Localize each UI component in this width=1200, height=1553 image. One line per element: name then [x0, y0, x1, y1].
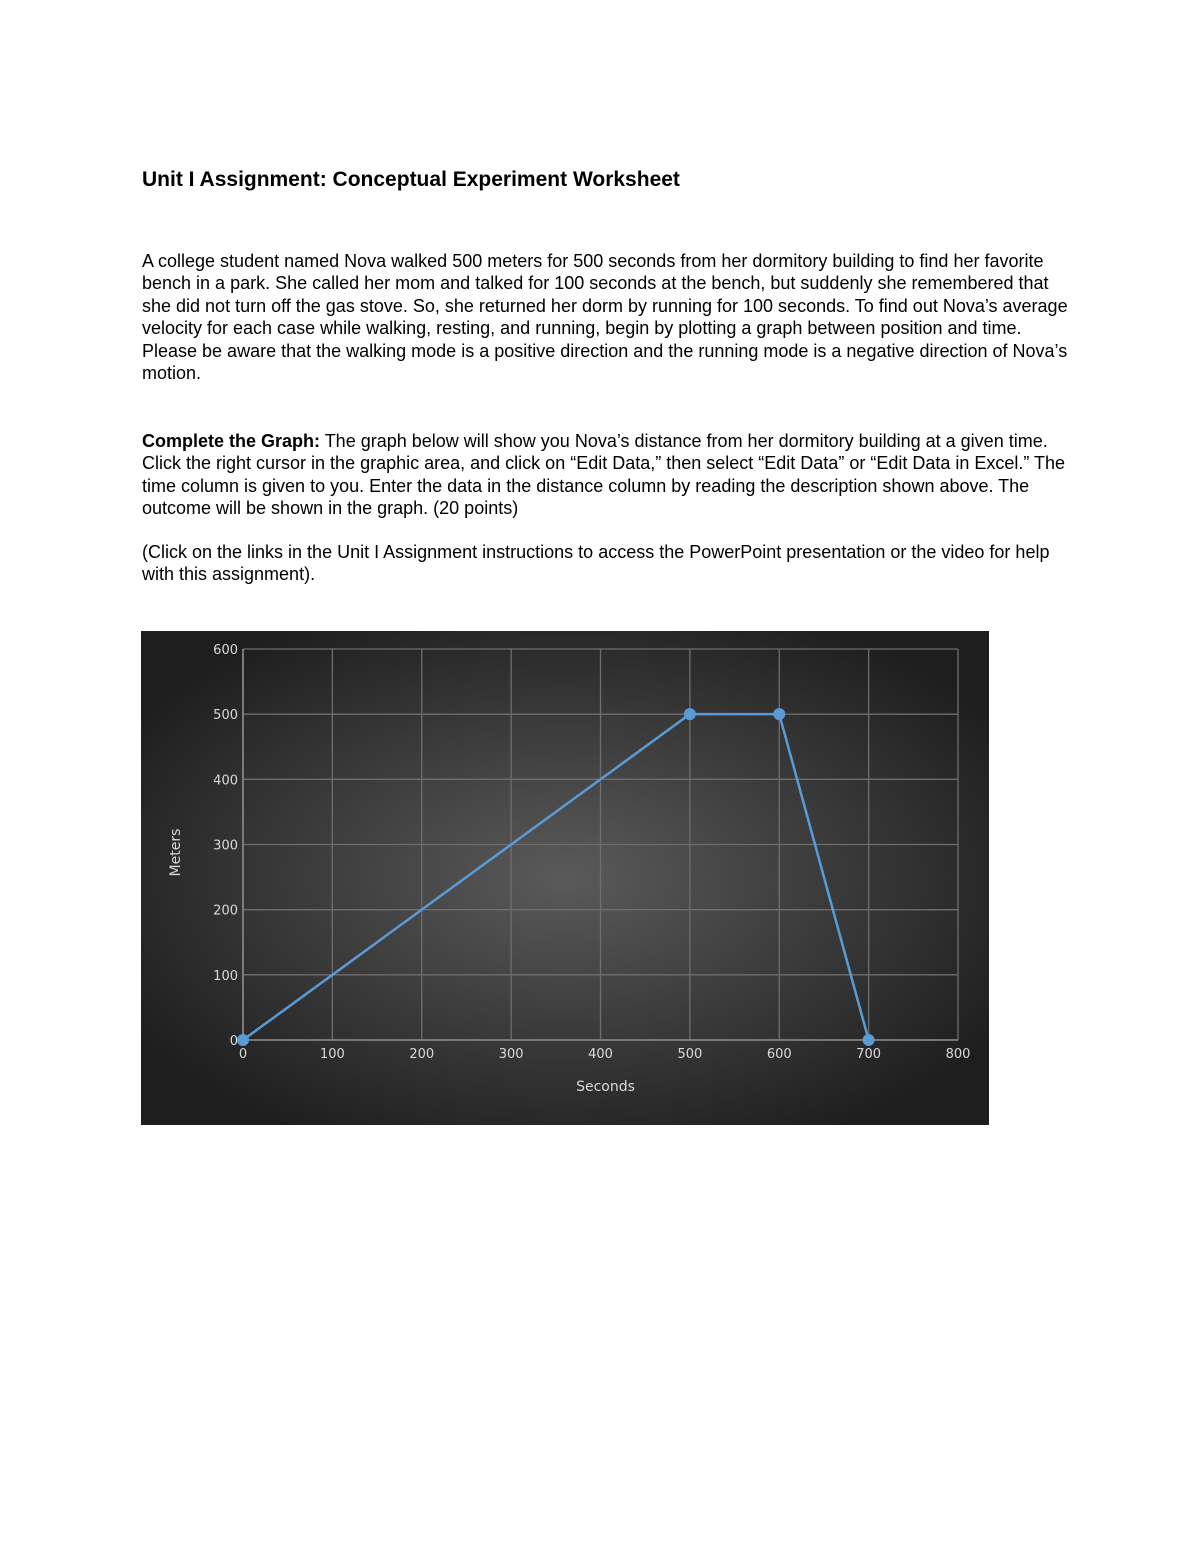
y-tick-label: 500	[213, 708, 238, 724]
x-tick-label: 300	[498, 1047, 524, 1062]
position-time-chart[interactable]	[141, 631, 989, 1125]
data-point[interactable]	[863, 1034, 875, 1046]
intro-paragraph	[142, 250, 1072, 384]
y-tick-label: 400	[213, 773, 238, 789]
y-tick-label: 100	[213, 968, 238, 984]
x-tick-label: 0	[238, 1047, 248, 1062]
help-text: (Click on the links in the Unit I Assignment instructions to access the PowerPoint presentation or the video for help with this assignment).	[142, 542, 1050, 585]
data-point[interactable]	[237, 1034, 249, 1046]
x-tick-label: 800	[945, 1047, 971, 1062]
instructions-text: The graph below will show you Nova’s distance from her dormitory building at a given time. Click the right cursor in the graphic area, and click on “Edit Data,” then select “Edit Data” or “Edit Data in Excel.” The time column is given to you. Enter the data in the distance column by reading the description shown above. The outcome will be shown in the graph. (20 points)	[142, 431, 1066, 519]
y-axis-title: Meters	[168, 828, 184, 877]
data-point[interactable]	[684, 708, 696, 720]
document-title: Unit I Assignment: Conceptual Experiment Worksheet	[142, 168, 680, 191]
instructions-block	[142, 430, 1072, 520]
y-tick-label: 600	[213, 643, 238, 658]
x-tick-label: 100	[319, 1047, 345, 1062]
chart-svg	[141, 631, 989, 1125]
instructions-heading: Complete the Graph:	[142, 431, 321, 451]
x-tick-label: 700	[856, 1047, 882, 1062]
x-axis-title: Seconds	[576, 1079, 635, 1095]
x-tick-label: 400	[588, 1047, 613, 1062]
y-tick-label: 200	[213, 903, 238, 919]
x-tick-label: 200	[409, 1047, 435, 1062]
data-point[interactable]	[773, 708, 785, 720]
intro-text: A college student named Nova walked 500 meters for 500 seconds from her dormitory building to find her favorite bench in a park. She called her mom and talked for 100 seconds at the bench, but suddenly she remembered that she did not turn off the gas stove. So, she returned her dorm by running for 100 seconds. To find out Nova’s average velocity for each case while walking, resting, and running, begin by plotting a graph between position and time. Please be aware that the walking mode is a positive direction and the running mode is a negative direction of Nova’s motion.	[142, 251, 1068, 384]
instructions-paragraph	[142, 430, 1072, 520]
y-tick-label: 0	[229, 1034, 238, 1049]
x-tick-label: 600	[766, 1047, 792, 1062]
x-tick-label: 500	[677, 1047, 703, 1062]
help-paragraph	[142, 541, 1072, 586]
y-tick-label: 300	[213, 838, 238, 854]
